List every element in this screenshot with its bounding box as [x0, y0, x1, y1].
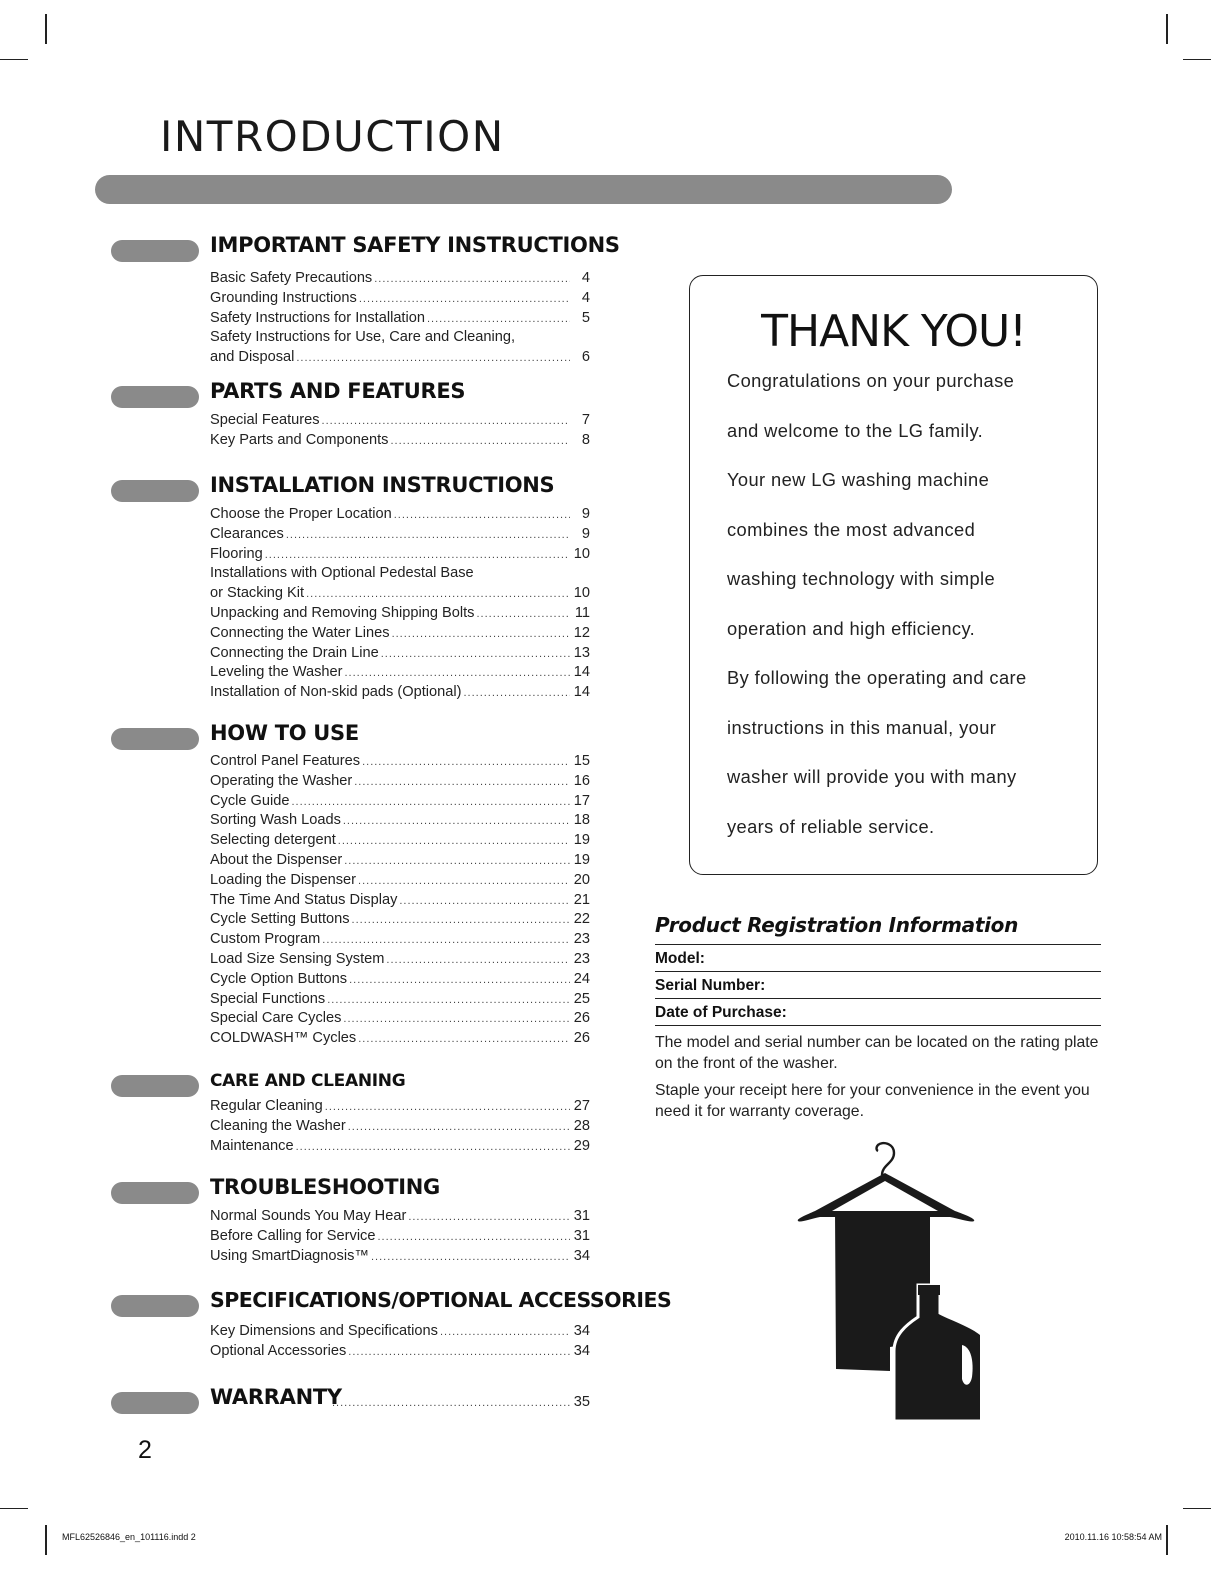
crop-mark	[0, 1508, 28, 1509]
toc-item[interactable]: Sorting Wash Loads ..... 18	[210, 811, 590, 831]
crop-mark	[1183, 59, 1211, 60]
section-pill	[111, 240, 199, 262]
message-line: washer will provide you with many	[727, 766, 1017, 787]
section-pill	[111, 480, 199, 502]
toc-item[interactable]: Key Dimensions and Specifications ..... 34	[210, 1322, 590, 1342]
toc-item[interactable]: ..... 35	[330, 1394, 590, 1410]
file-slug: MFL62526846_en_101116.indd 2	[62, 1532, 196, 1542]
thank-you-heading: THANK YOU!	[761, 306, 1026, 357]
toc-item[interactable]: Unpacking and Removing Shipping Bolts ..... 11	[210, 604, 590, 624]
toc-heading[interactable]: SPECIFICATIONS/OPTIONAL ACCESSORIES	[210, 1288, 672, 1312]
thank-you-box	[689, 275, 1098, 875]
toc-item[interactable]: Safety Instructions for Installation ..... 5	[210, 309, 590, 329]
toc-item[interactable]: Before Calling for Service ..... 31	[210, 1227, 590, 1247]
toc-item[interactable]: Selecting detergent ..... 19	[210, 831, 590, 851]
message-line: By following the operating and care	[727, 667, 1027, 688]
toc-heading[interactable]: PARTS AND FEATURES	[210, 379, 466, 403]
toc-item[interactable]: Special Functions ..... 25	[210, 990, 590, 1010]
section-pill	[111, 1182, 199, 1204]
date-of-purchase-field[interactable]: Date of Purchase:	[655, 999, 1101, 1026]
toc-item[interactable]: Installations with Optional Pedestal Base	[210, 565, 474, 582]
section-pill	[111, 728, 199, 750]
toc-item[interactable]: Installation of Non-skid pads (Optional) ..... 14	[210, 683, 590, 703]
toc-item[interactable]: Regular Cleaning ..... 27	[210, 1097, 590, 1117]
registration-note: The model and serial number can be located on the rating plate on the front of the washer.	[655, 1034, 1099, 1072]
registration-note: Staple your receipt here for your convenience in the event you need it for warranty coverage.	[655, 1082, 1090, 1120]
crop-mark	[45, 1525, 47, 1555]
serial-number-field[interactable]: Serial Number:	[655, 972, 1101, 999]
thank-you-message	[727, 370, 1027, 865]
toc-item[interactable]: Operating the Washer ..... 16	[210, 772, 590, 792]
toc-item[interactable]: Optional Accessories ..... 34	[210, 1342, 590, 1362]
page-number: 2	[138, 1436, 152, 1464]
product-registration	[655, 913, 1101, 1122]
toc-item[interactable]: About the Dispenser ..... 19	[210, 851, 590, 871]
toc-item[interactable]: Maintenance ..... 29	[210, 1137, 590, 1157]
toc-item[interactable]: and Disposal ..... 6	[210, 348, 590, 368]
message-line: operation and high efficiency.	[727, 617, 976, 639]
toc-heading[interactable]: INSTALLATION INSTRUCTIONS	[210, 473, 555, 497]
toc-item[interactable]: Using SmartDiagnosis™ ..... 34	[210, 1247, 590, 1267]
message-line: years of reliable service.	[727, 815, 935, 837]
toc-heading[interactable]: CARE AND CLEANING	[210, 1071, 406, 1091]
toc-item[interactable]: Cycle Setting Buttons ..... 22	[210, 910, 590, 930]
toc-item[interactable]: Connecting the Drain Line ..... 13	[210, 644, 590, 664]
message-line: Congratulations on your purchase	[727, 370, 1015, 391]
toc-list	[210, 1322, 590, 1362]
toc-item[interactable]: COLDWASH™ Cycles ..... 26	[210, 1029, 590, 1049]
page-title: INTRODUCTION	[160, 112, 505, 161]
message-line: combines the most advanced	[727, 518, 976, 540]
section-pill	[111, 386, 199, 408]
message-line: instructions in this manual, your	[727, 716, 997, 738]
toc-item[interactable]: Normal Sounds You May Hear ..... 31	[210, 1207, 590, 1227]
toc-item[interactable]: Cycle Option Buttons ..... 24	[210, 970, 590, 990]
hanger-towel-detergent-icon	[790, 1135, 980, 1425]
crop-mark	[1166, 1525, 1168, 1555]
toc-heading[interactable]: TROUBLESHOOTING	[210, 1175, 440, 1199]
toc-list	[210, 1207, 590, 1266]
section-pill	[111, 1392, 199, 1414]
toc-item[interactable]: Basic Safety Precautions ..... 4	[210, 269, 590, 289]
toc-list	[210, 1097, 590, 1156]
crop-mark	[1183, 1508, 1211, 1509]
toc-item[interactable]: Load Size Sensing System ..... 23	[210, 950, 590, 970]
toc-item[interactable]: Connecting the Water Lines ..... 12	[210, 624, 590, 644]
toc-heading[interactable]: HOW TO USE	[210, 721, 359, 745]
toc-item[interactable]: Flooring ..... 10	[210, 545, 590, 565]
toc-item[interactable]: Safety Instructions for Use, Care and Cleaning,	[210, 329, 516, 346]
toc-item[interactable]: Choose the Proper Location ..... 9	[210, 505, 590, 525]
model-field[interactable]: Model:	[655, 945, 1101, 972]
crop-mark	[1166, 14, 1168, 44]
toc-heading[interactable]: WARRANTY	[210, 1385, 342, 1409]
toc-list	[210, 752, 590, 1049]
toc-item[interactable]: Grounding Instructions ..... 4	[210, 289, 590, 309]
registration-heading: Product Registration Information	[655, 913, 1101, 945]
toc-item[interactable]: Leveling the Washer ..... 14	[210, 663, 590, 683]
message-line: and welcome to the LG family.	[727, 419, 984, 441]
message-line: washing technology with simple	[727, 568, 996, 589]
toc-item[interactable]: The Time And Status Display ..... 21	[210, 891, 590, 911]
toc-heading[interactable]: IMPORTANT SAFETY INSTRUCTIONS	[210, 233, 620, 257]
section-pill	[111, 1075, 199, 1097]
toc-item[interactable]: Control Panel Features ..... 15	[210, 752, 590, 772]
section-pill	[111, 1295, 199, 1317]
toc-item[interactable]: Cleaning the Washer ..... 28	[210, 1117, 590, 1137]
toc-list	[210, 269, 590, 368]
timestamp-slug: 2010.11.16 10:58:54 AM	[1064, 1532, 1162, 1542]
toc-item[interactable]: Key Parts and Components ..... 8	[210, 431, 590, 451]
toc-list	[210, 505, 590, 703]
toc-item[interactable]: Special Features ..... 7	[210, 411, 590, 431]
toc-item[interactable]: Special Care Cycles ..... 26	[210, 1009, 590, 1029]
toc-list	[210, 411, 590, 451]
message-line: Your new LG washing machine	[727, 469, 990, 490]
toc-item[interactable]: or Stacking Kit ..... 10	[210, 584, 590, 604]
toc-item[interactable]: Custom Program ..... 23	[210, 930, 590, 950]
toc-item[interactable]: Clearances ..... 9	[210, 525, 590, 545]
toc-item[interactable]: Cycle Guide ..... 17	[210, 792, 590, 812]
toc-item[interactable]: Loading the Dispenser ..... 20	[210, 871, 590, 891]
